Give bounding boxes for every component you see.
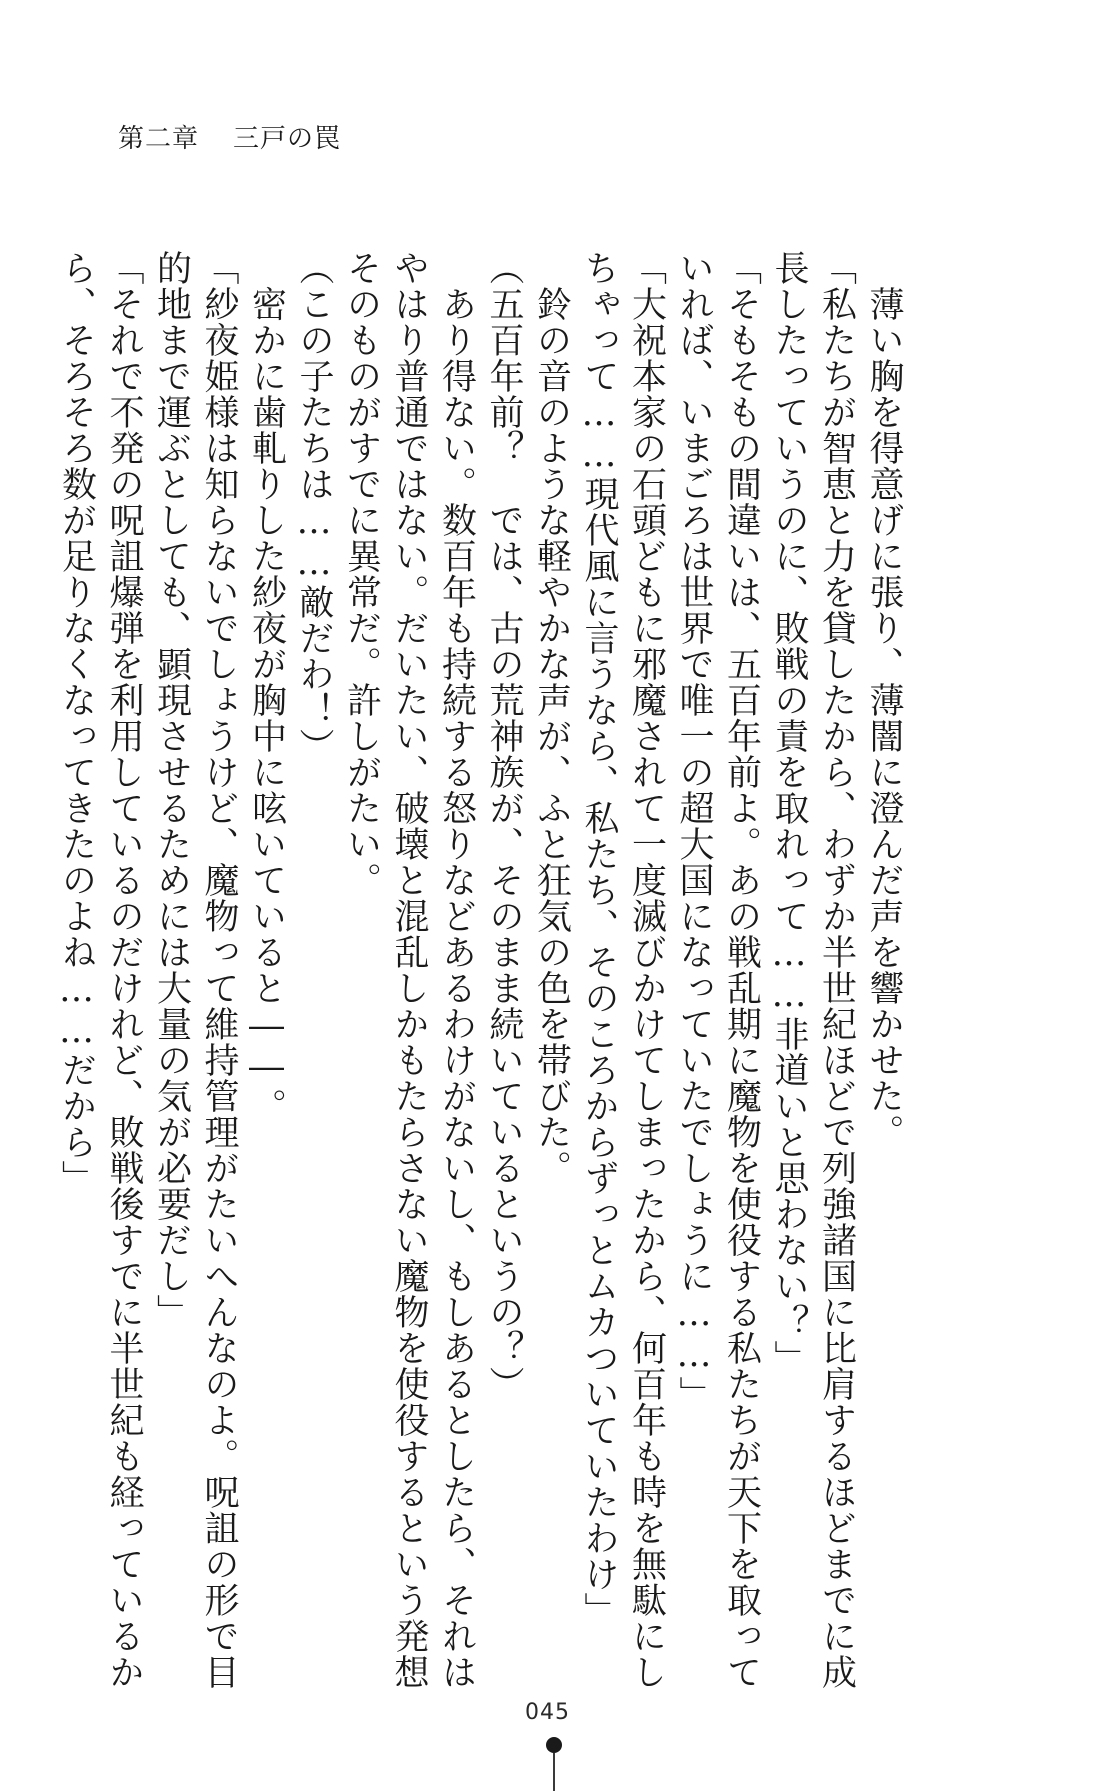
page-number: 045 — [525, 1700, 570, 1725]
text-line: 鈴の音のような軽やかな声が、ふと狂気の色を帯びた。 — [531, 250, 572, 1186]
text-line: 「紗夜姫様は知らないでしょうけど、魔物って維持管理がたいへんなのよ。呪詛の形で目 — [199, 250, 239, 1690]
text-line: ら、そろそろ数が足りなくなってきたのよね……だから」 — [56, 250, 97, 1196]
chapter-title: 三戸の罠 — [233, 124, 342, 154]
text-line: 密かに歯軋りした紗夜が胸中に呟いていると――。 — [246, 250, 287, 1124]
chapter-number: 第二章 — [118, 124, 200, 154]
text-line: ちゃって……現代風に言うなら、私たち、そのころからずっとムカついていたわけ」 — [579, 250, 619, 1628]
text-line: 薄い胸を得意げに張り、薄闇に澄んだ声を響かせた。 — [864, 250, 904, 1150]
text-line: 「それで不発の呪詛爆弾を利用しているのだけれど、敗戦後すでに半世紀も経っているか — [104, 250, 144, 1690]
text-line: 的地まで運ぶとしても、顕現させるためには大量の気が必要だし」 — [151, 250, 192, 1330]
text-line: あり得ない。数百年も持続する怒りなどあるわけがないし、もしあるとしたら、それは — [436, 250, 477, 1690]
page-marker-rule — [553, 1753, 555, 1791]
text-line: いれば、いまごろは世界で唯一の超大国になっていたでしょうに……」 — [674, 250, 714, 1412]
text-line: そのものがすでに異常だ。許しがたい。 — [341, 250, 382, 898]
text-line: （五百年前？ では、古の荒神族が、そのまま続いているというの？） — [484, 250, 524, 1402]
page-marker-dot-icon — [546, 1737, 562, 1753]
text-line: 長したっていうのに、敗戦の責を取れって……非道いと思わない？」 — [769, 250, 809, 1376]
text-line: 「大祝本家の石頭どもに邪魔されて一度滅びかけてしまったから、何百年も時を無駄にし — [626, 250, 667, 1690]
running-head — [118, 118, 341, 155]
vertical-text-body — [52, 250, 907, 1690]
text-line: 「私たちが智恵と力を貸したから、わずか半世紀ほどで列強諸国に比肩するほどまでに成 — [816, 250, 857, 1690]
text-line: 「そもそもの間違いは、五百年前よ。あの戦乱期に魔物を使役する私たちが天下を取って — [721, 250, 762, 1690]
text-line: やはり普通ではない。だいたい、破壊と混乱しかもたらさない魔物を使役するという発想 — [389, 250, 429, 1690]
text-line: （この子たちは……敵だわ！） — [294, 250, 334, 764]
